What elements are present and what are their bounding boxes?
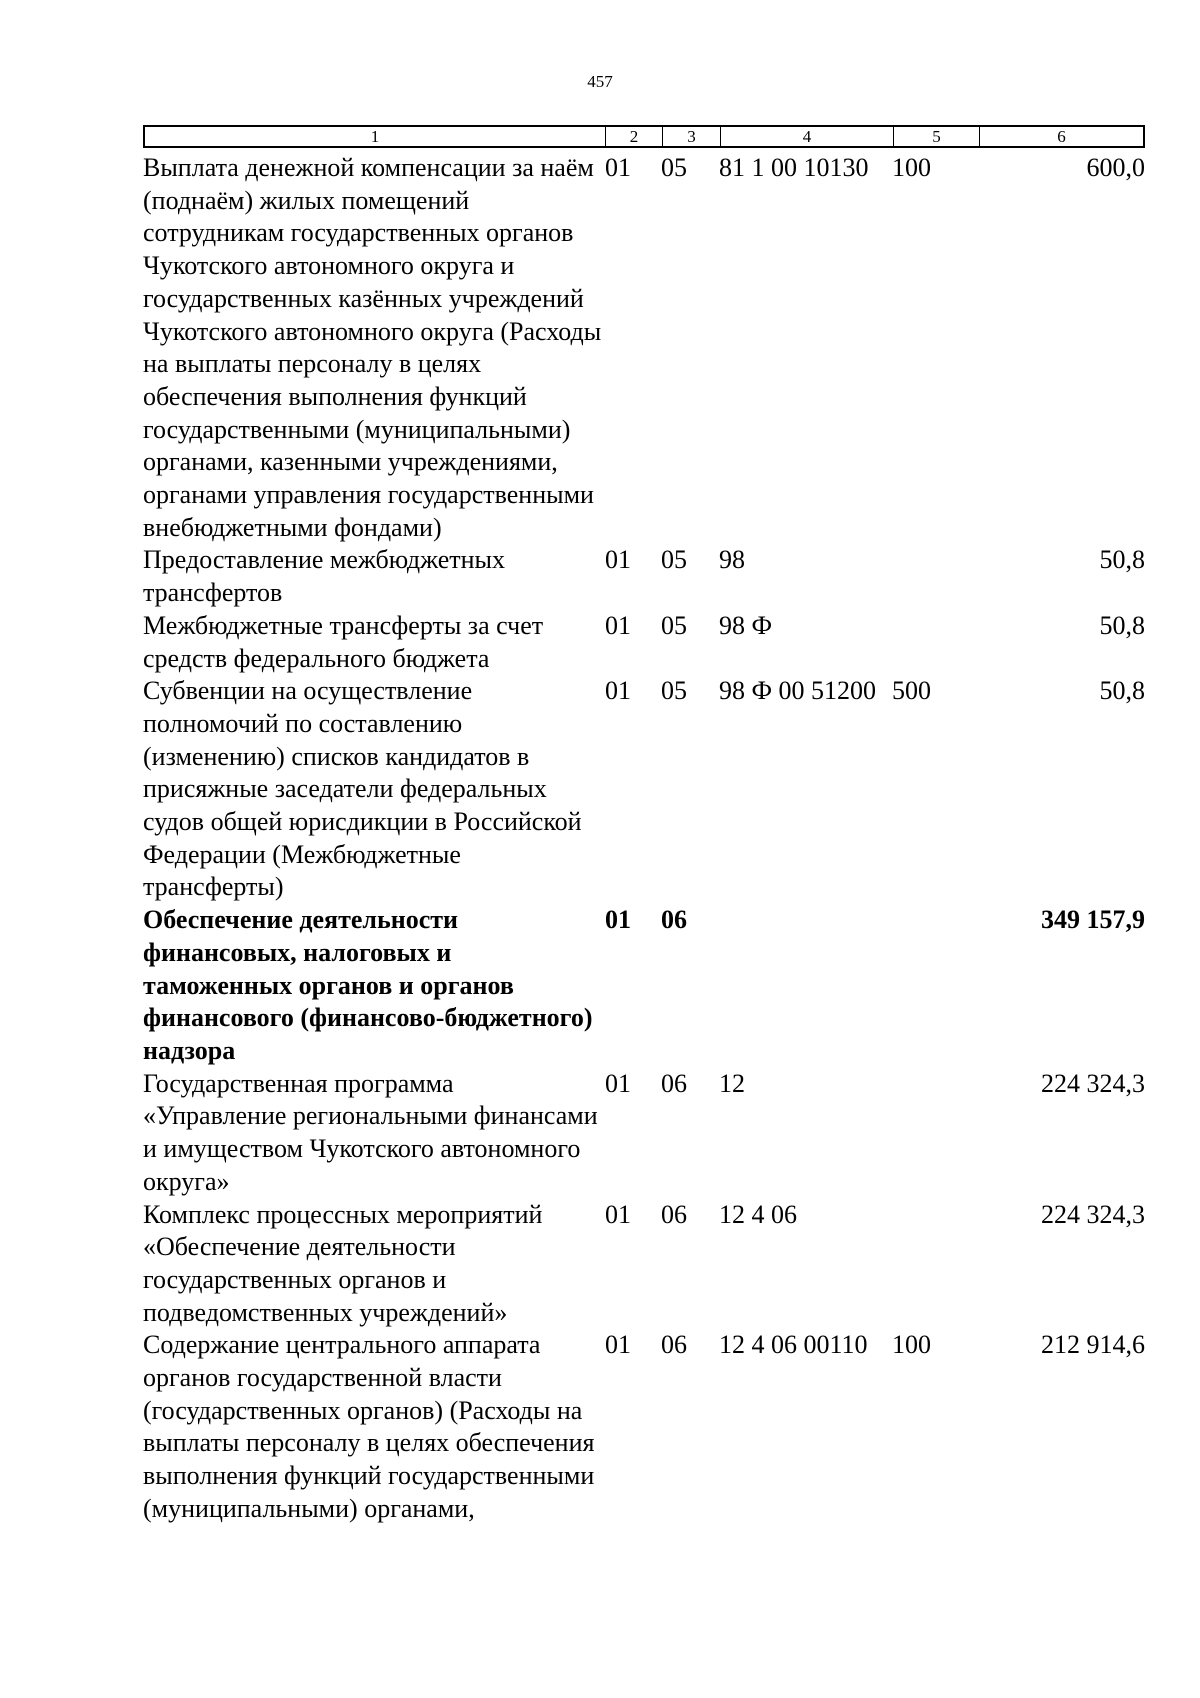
row-csr: 12 4 06: [719, 1199, 797, 1229]
row-name: Субвенции на осуществление полномочий по составлению (изменению) списков кандидатов в присяжные заседатели федеральных судов общей юрисдикции в Российской Федерации (Межбюджетные трансферты): [143, 676, 582, 902]
row-vr: [892, 1199, 952, 1330]
row-pr: 05: [661, 610, 687, 640]
row-csr: [719, 904, 899, 1068]
row-csr: 98 Ф: [719, 610, 773, 640]
row-amount: 224 324,3: [1041, 1199, 1145, 1229]
row-rz: 01: [605, 610, 631, 640]
row-csr: 12: [719, 1068, 745, 1098]
row-amount: 50,8: [1099, 676, 1145, 706]
row-name: Содержание центрального аппарата органов государственной власти (государственных органов) (Расходы на выплаты персоналу в целях обеспечения выполнения функций государственными (муниципальными) органами,: [143, 1330, 595, 1523]
row-csr: 98 Ф 00 51200: [719, 676, 877, 706]
table-row: [143, 610, 1145, 675]
row-pr: 06: [661, 1330, 687, 1360]
row-pr: 05: [661, 676, 687, 706]
row-pr: 05: [661, 545, 687, 575]
row-pr: 05: [661, 153, 687, 182]
column-header-3: 3: [662, 127, 720, 146]
table-header: [143, 125, 1145, 148]
row-name: Государственная программа «Управление региональными финансами и имуществом Чукотского автономного округа»: [143, 1068, 598, 1196]
column-header-4: 4: [720, 127, 893, 146]
row-vr: [892, 904, 952, 1068]
row-amount: 50,8: [1099, 545, 1145, 575]
column-header-2: 2: [605, 127, 662, 146]
row-csr: 12 4 06 00110: [719, 1330, 868, 1360]
page-number: 457: [587, 72, 613, 91]
row-csr: 98: [719, 545, 745, 575]
row-amount: 224 324,3: [1041, 1068, 1145, 1098]
column-header-6: 6: [979, 127, 1143, 146]
row-rz: 01: [605, 153, 631, 182]
table-row: [143, 1068, 1145, 1199]
column-header-1: 1: [370, 127, 380, 146]
row-rz: 01: [605, 1068, 631, 1098]
row-pr: 06: [661, 1199, 687, 1229]
row-rz: 01: [605, 905, 631, 935]
table-row: [143, 1199, 1145, 1330]
row-amount: 600,0: [1086, 153, 1145, 182]
table-row: [143, 675, 1145, 904]
row-amount: 50,8: [1099, 610, 1145, 640]
row-name: Обеспечение деятельности финансовых, налоговых и таможенных органов и органов финансового (финансово-бюджетного) надзора: [143, 905, 593, 1065]
row-rz: 01: [605, 1199, 631, 1229]
table-row: [143, 1329, 1145, 1525]
row-pr: 06: [661, 905, 687, 935]
row-rz: 01: [605, 1330, 631, 1360]
row-vr: 100: [892, 153, 931, 182]
row-vr: [892, 544, 952, 609]
column-header-5: 5: [893, 127, 979, 146]
row-rz: 01: [605, 545, 631, 575]
row-name: Межбюджетные трансферты за счет средств федерального бюджета: [143, 610, 544, 673]
row-vr: 500: [892, 676, 931, 706]
row-name: Комплекс процессных мероприятий «Обеспечение деятельности государственных органов и подведомственных учреждений»: [143, 1199, 543, 1327]
table-row-section: [143, 904, 1145, 1068]
row-name: Выплата денежной компенсации за наём (поднаём) жилых помещений сотрудникам государственных органов Чукотского автономного округа и государственных казённых учреждений Чукотского автономного округа (Расходы на выплаты персоналу в целях обеспечения выполнения функций государственными (муниципальными) органами, казенными учреждениями, органами управления государственными внебюджетными фондами): [143, 153, 602, 542]
table-row: [143, 152, 1145, 544]
row-amount: 212 914,6: [1041, 1330, 1145, 1360]
row-rz: 01: [605, 676, 631, 706]
row-amount: 349 157,9: [1041, 905, 1145, 935]
row-pr: 06: [661, 1068, 687, 1098]
row-vr: 100: [892, 1330, 931, 1360]
table-row: [143, 544, 1145, 609]
row-csr: 81 1 00 10130: [719, 153, 869, 182]
row-vr: [892, 1068, 952, 1199]
row-vr: [892, 610, 952, 675]
row-name: Предоставление межбюджетных трансфертов: [143, 545, 506, 608]
table-body: [143, 152, 1145, 1526]
